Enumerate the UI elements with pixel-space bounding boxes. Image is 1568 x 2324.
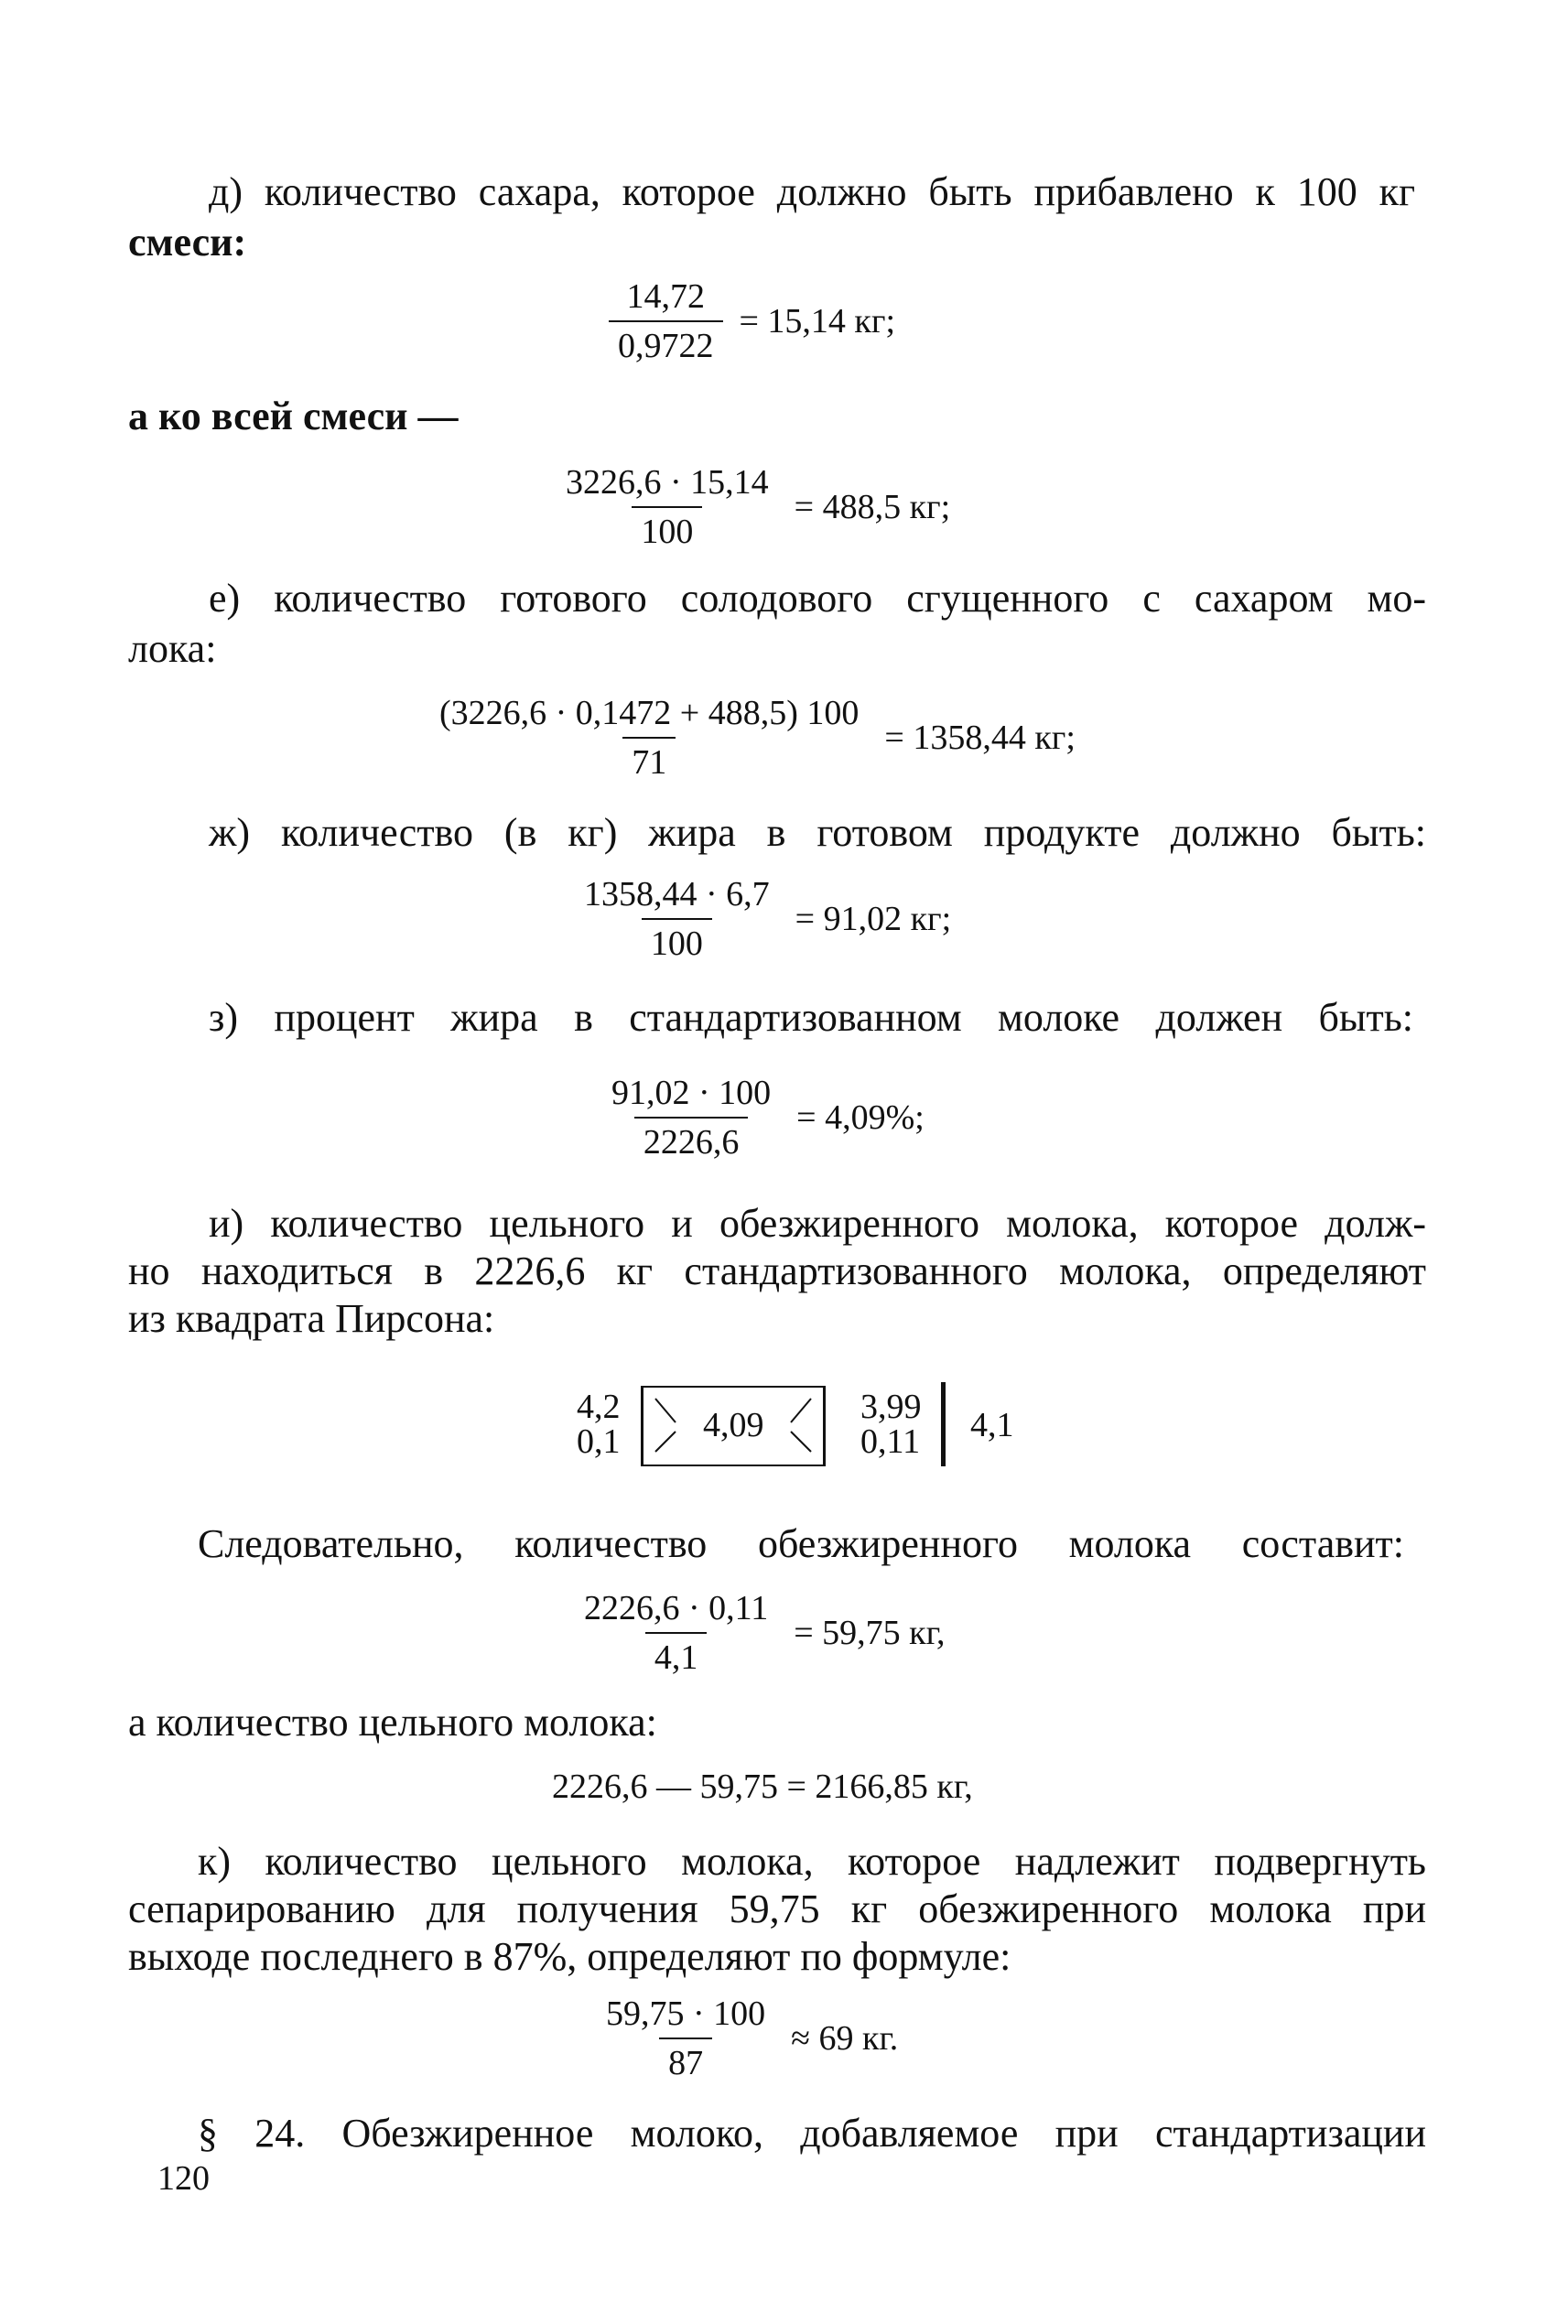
formula-d-denominator: 0,9722 (609, 320, 723, 366)
formula-k-numerator: 59,75 · 100 (606, 1994, 766, 2033)
paragraph-e-line1: е) количество готового солодового сгущенного с сахаром мо- (209, 576, 1426, 621)
paragraph-d-line2: смеси: (128, 220, 247, 265)
paragraph-i-line1: и) количество цельного и обезжиренного молока, которое долж- (209, 1201, 1426, 1246)
paragraph-w: а количество цельного молока: (128, 1700, 657, 1745)
formula-e-result: = 1358,44 кг; (884, 719, 1076, 757)
square-left-top: 4,2 (577, 1388, 621, 1426)
square-right-top: 3,99 (860, 1388, 922, 1426)
formula-zh-numerator: 1358,44 · 6,7 (584, 875, 770, 913)
formula-a-result: = 488,5 кг; (794, 488, 951, 526)
formula-s-denominator: 4,1 (645, 1632, 708, 1678)
formula-z-result: = 4,09%; (796, 1098, 925, 1137)
formula-a-denominator: 100 (632, 506, 702, 552)
formula-k-result: ≈ 69 кг. (791, 2019, 899, 2058)
formula-z-denominator: 2226,6 (634, 1117, 749, 1162)
paragraph-zh: ж) количество (в кг) жира в готовом продукте должно быть: (209, 810, 1426, 855)
section-heading: § 24. Обезжиренное молоко, добавляемое при стандартизации (198, 2111, 1426, 2156)
square-left-bottom: 0,1 (577, 1422, 621, 1461)
formula-d-result: = 15,14 кг; (739, 302, 896, 340)
paragraph-k-line2: сепарированию для получения 59,75 кг обезжиренного молока при (128, 1886, 1426, 1931)
formula-zh (575, 874, 951, 964)
formula-s-result: = 59,75 кг, (794, 1614, 946, 1652)
formula-d (609, 276, 895, 366)
page-number: 120 (157, 2159, 210, 2198)
paragraph-z: з) процент жира в стандартизованном молоке должен быть: (209, 995, 1413, 1040)
formula-k (597, 1994, 898, 2083)
formula-s-numerator: 2226,6 · 0,11 (584, 1589, 769, 1627)
paragraph-e-line2: лока: (128, 626, 217, 671)
formula-d-numerator: 14,72 (626, 277, 705, 316)
formula-z (602, 1073, 925, 1162)
paragraph-k-line1: к) количество цельного молока, которое надлежит подвергнуть (198, 1839, 1426, 1884)
paragraph-d-line1: д) количество сахара, которое должно быть прибавлено к 100 кг (209, 169, 1415, 214)
formula-a-numerator: 3226,6 · 15,14 (566, 463, 769, 502)
pearson-square (549, 1373, 1062, 1483)
formula-e (430, 693, 1076, 783)
formula-zh-denominator: 100 (642, 918, 712, 964)
formula-z-numerator: 91,02 · 100 (611, 1074, 772, 1112)
paragraph-a: а ко всей смеси — (128, 394, 459, 438)
formula-a (557, 462, 950, 552)
square-right-bottom: 0,11 (860, 1422, 921, 1461)
equation-w: 2226,6 — 59,75 = 2166,85 кг, (552, 1767, 973, 1806)
formula-k-denominator: 87 (659, 2038, 712, 2083)
paragraph-i-line3: из квадрата Пирсона: (128, 1296, 495, 1341)
formula-e-denominator: 71 (622, 737, 676, 783)
formula-s (575, 1588, 945, 1678)
paragraph-k-line3: выходе последнего в 87%, определяют по формуле: (128, 1934, 1011, 1979)
square-sum: 4,1 (970, 1406, 1014, 1444)
formula-e-numerator: (3226,6 · 0,1472 + 488,5) 100 (439, 694, 860, 732)
square-center: 4,09 (703, 1406, 764, 1444)
formula-zh-result: = 91,02 кг; (795, 900, 952, 938)
square-sum-bracket (941, 1382, 946, 1466)
paragraph-i-line2: но находиться в 2226,6 кг стандартизованного молока, определяют (128, 1248, 1426, 1293)
paragraph-s: Следовательно, количество обезжиренного молока составит: (198, 1521, 1404, 1566)
